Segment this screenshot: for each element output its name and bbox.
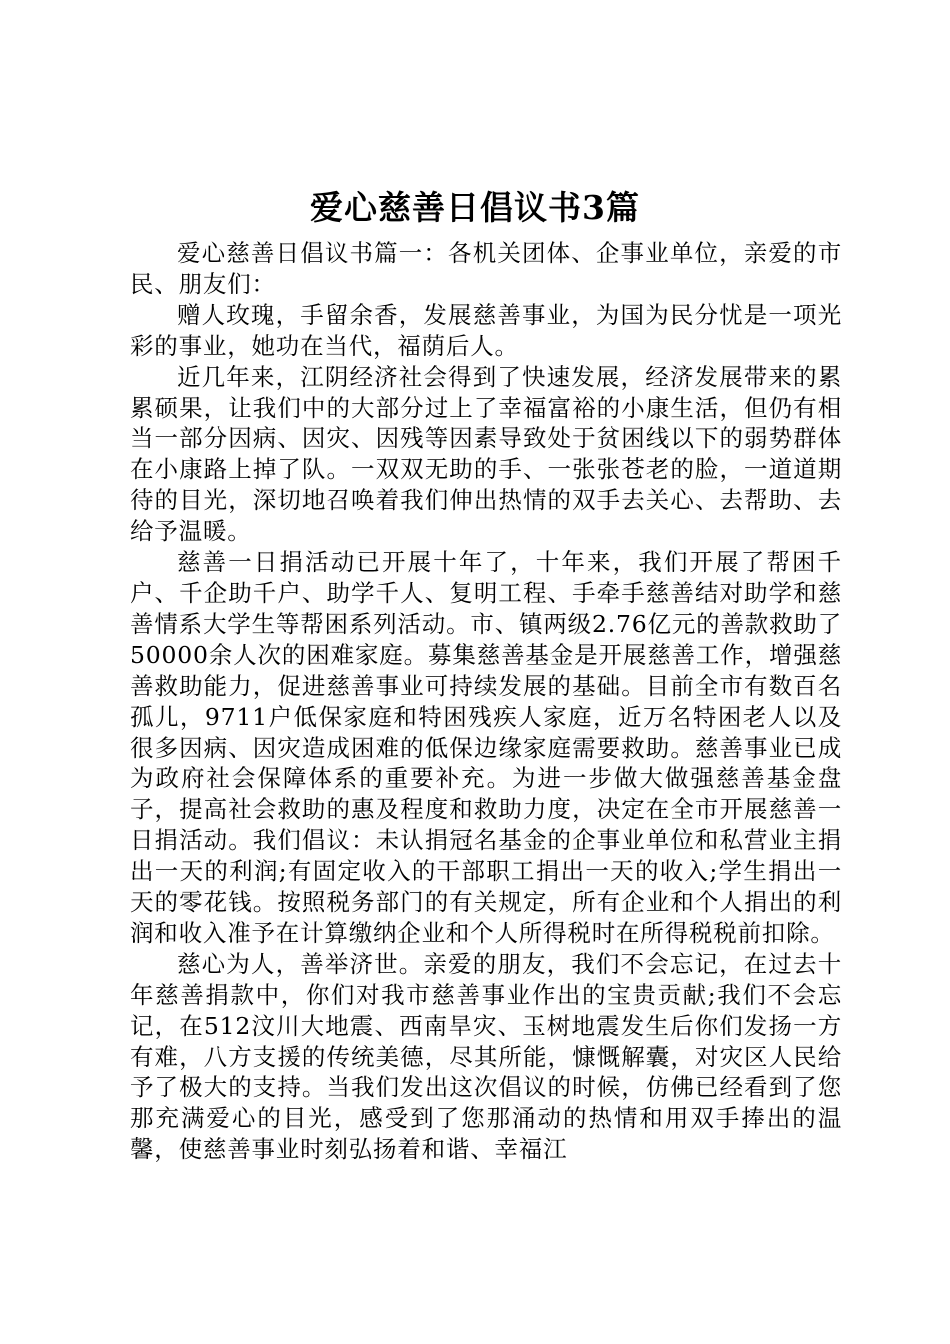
paragraph-1: 爱心慈善日倡议书篇一：各机关团体、企事业单位，亲爱的市民、朋友们： xyxy=(130,239,842,298)
document-body xyxy=(130,238,842,1165)
paragraph-4: 慈善一日捐活动已开展十年了，十年来，我们开展了帮困千户、千企助千户、助学千人、复明工程、手牵手慈善结对助学和慈善情系大学生等帮困系列活动。市、镇两级2.76亿元的善款救助了50000余人次的困难家庭。募集慈善基金是开展慈善工作，增强慈善救助能力，促进慈善事业可持续发展的基础。目前全市有数百名孤儿，9711户低保家庭和特困残疾人家庭，近万名特困老人以及很多因病、因灾造成困难的低保边缘家庭需要救助。慈善事业已成为政府社会保障体系的重要补充。为进一步做大做强慈善基金盘子，提高社会救助的惠及程度和救助力度，决定在全市开展慈善一日捐活动。我们倡议：未认捐冠名基金的企事业单位和私营业主捐出一天的利润;有固定收入的干部职工捐出一天的收入;学生捐出一天的零花钱。按照税务部门的有关规定，所有企业和个人捐出的利润和收入准予在计算缴纳企业和个人所得税时在所得税税前扣除。 xyxy=(130,548,842,947)
paragraph-5: 慈心为人，善举济世。亲爱的朋友，我们不会忘记，在过去十年慈善捐款中，你们对我市慈善事业作出的宝贵贡献;我们不会忘记，在512汶川大地震、西南旱灾、玉树地震发生后你们发扬一方有难，八方支援的传统美德，尽其所能，慷慨解囊，对灾区人民给予了极大的支持。当我们发出这次倡议的时候，仿佛已经看到了您那充满爱心的目光，感受到了您那涌动的热情和用双手捧出的温馨，使慈善事业时刻弘扬着和谐、幸福江 xyxy=(130,949,842,1164)
document-title: 爱心慈善日倡议书3篇 xyxy=(310,188,640,227)
paragraph-3: 近几年来，江阴经济社会得到了快速发展，经济发展带来的累累硕果，让我们中的大部分过上了幸福富裕的小康生活，但仍有相当一部分因病、因灾、因残等因素导致处于贫困线以下的弱势群体在小康路上掉了队。一双双无助的手、一张张苍老的脸，一道道期待的目光，深切地召唤着我们伸出热情的双手去关心、去帮助、去给予温暖。 xyxy=(130,362,842,546)
paragraph-2: 赠人玫瑰，手留余香，发展慈善事业，为国为民分忧是一项光彩的事业，她功在当代，福荫后人。 xyxy=(130,300,842,360)
